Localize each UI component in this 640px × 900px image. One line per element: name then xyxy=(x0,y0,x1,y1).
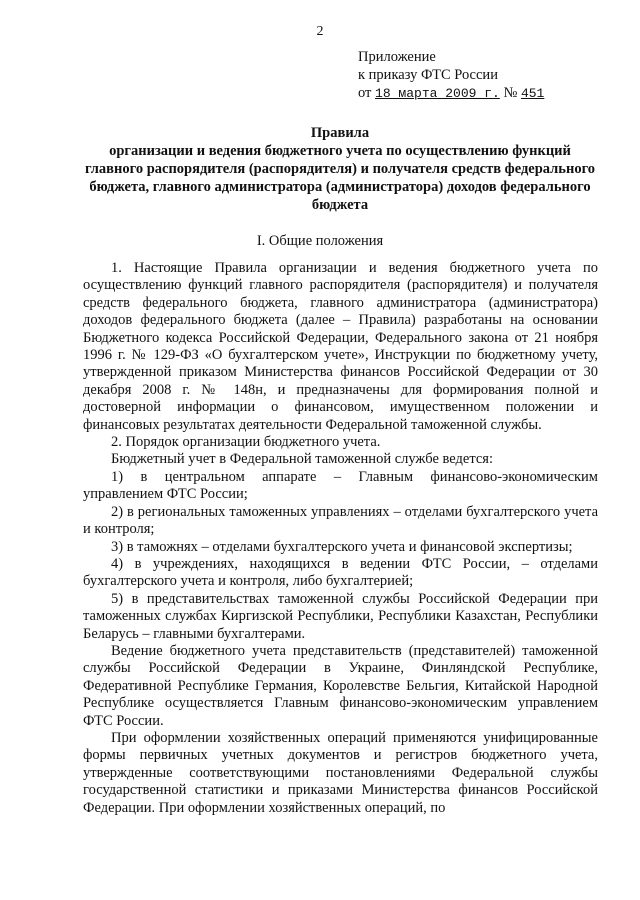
document-title xyxy=(80,124,600,214)
paragraph: При оформлении хозяйственных операций применяются унифицированные формы первичных учетных документов и регистров бюджетного учета, утвержденные соответствующими постановлениями Федеральной службы государственной статистики и приказами Министерства финансов Российской Федерации. При оформлении хозяйственных операций, по xyxy=(83,729,598,816)
page-number: 2 xyxy=(316,24,324,39)
paragraph: 2. Порядок организации бюджетного учета. xyxy=(111,434,381,451)
title-line-1: Правила xyxy=(310,125,370,141)
paragraph: 5) в представительствах таможенной службы Российской Федерации при таможенных службах Киргизской Республики, Республики Казахстан, Республики Беларусь – главными бухгалтерами. xyxy=(83,590,598,642)
title-line-2: организации и ведения бюджетного учета по осуществлению функций главного распорядителя (распорядителя) и получателя средств федерального бюджета, главного администратора (администратора) доходов федерального бюджета xyxy=(84,143,596,213)
order-date: 18 марта 2009 г. xyxy=(375,86,500,101)
appendix-block xyxy=(358,48,544,103)
date-prefix: от xyxy=(358,85,376,101)
paragraph: 3) в таможнях – отделами бухгалтерского учета и финансовой экспертизы; xyxy=(111,538,573,555)
appendix-order-ref: к приказу ФТС России xyxy=(358,67,498,83)
document-body xyxy=(83,260,598,817)
paragraph: 1. Настоящие Правила организации и ведения бюджетного учета по осуществлению функций главного распорядителя (распорядителя) и получателя средств федерального бюджета, главного администратора (администратора) доходов федерального бюджета (далее – Правила) разработаны на основании Бюджетного кодекса Российской Федерации, Федерального закона от 21 ноября 1996 г. № 129-ФЗ «О бухгалтерском учете», Инструкции по бюджетному учету, утвержденной приказом Министерства финансов Российской Федерации от 30 декабря 2008 г. № 148н, и предназначены для формирования полной и достоверной информации о финансовом, имущественном положении и финансовых результатах деятельности Федеральной таможенной службы. xyxy=(83,260,598,433)
paragraph: 2) в региональных таможенных управлениях – отделами бухгалтерского учета и контроля; xyxy=(83,503,598,538)
appendix-label: Приложение xyxy=(358,49,436,65)
paragraph: 4) в учреждениях, находящихся в ведении ФТС России, – отделами бухгалтерского учета и контроля, либо бухгалтерией; xyxy=(83,555,598,590)
paragraph: 1) в центральном аппарате – Главным финансово-экономическим управлением ФТС России; xyxy=(83,468,598,503)
section-heading: I. Общие положения xyxy=(256,233,384,249)
appendix-date-line xyxy=(358,84,544,103)
order-number: 451 xyxy=(520,86,545,101)
paragraph: Бюджетный учет в Федеральной таможенной службе ведется: xyxy=(111,451,493,468)
number-prefix: № xyxy=(499,85,521,101)
paragraph: Ведение бюджетного учета представительств (представителей) таможенной службы Российской Федерации в Украине, Финляндской Республике, Федеративной Республике Германия, Королевстве Бельгия, Китайской Народной Республике осуществляется Главным финансово-экономическим управлением ФТС России. xyxy=(83,642,598,729)
